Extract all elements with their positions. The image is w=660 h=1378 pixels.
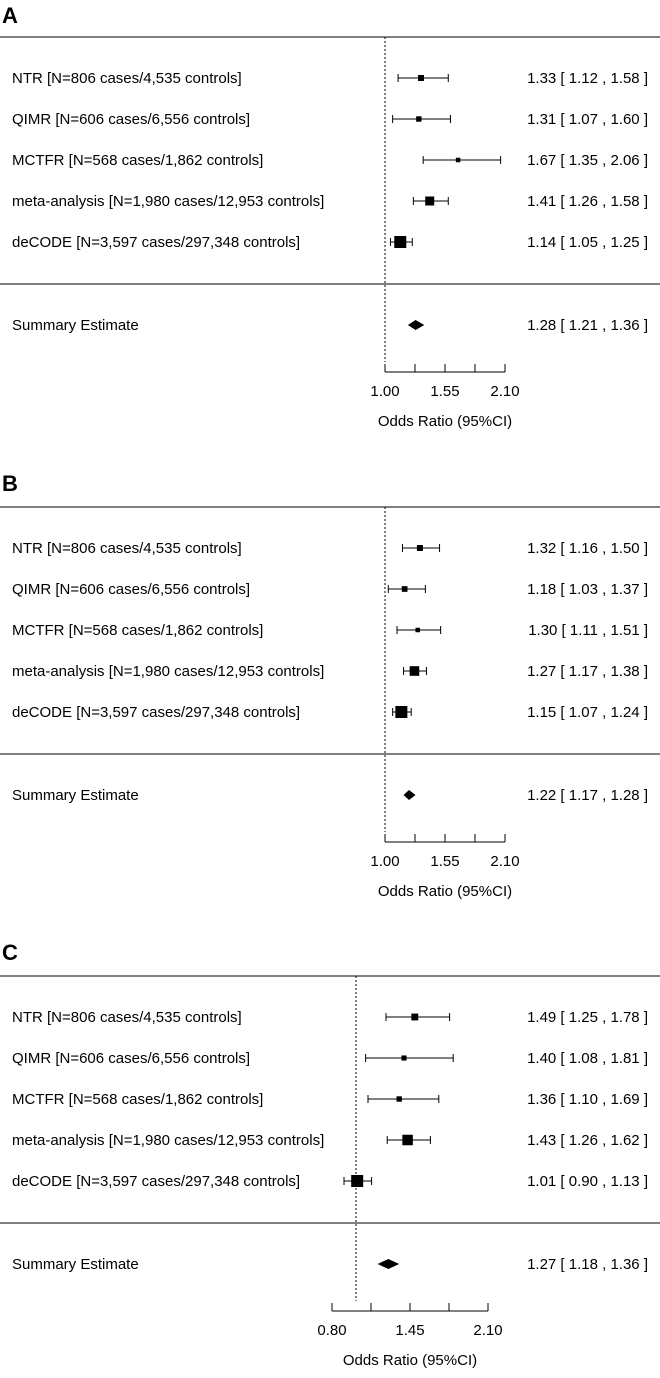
summary-ci-text: 1.28 [ 1.21 , 1.36 ] [527,317,648,334]
study-ci-text: 1.33 [ 1.12 , 1.58 ] [527,70,648,87]
study-label: deCODE [N=3,597 cases/297,348 controls] [12,1173,301,1190]
study-label: QIMR [N=606 cases/6,556 controls] [12,581,251,598]
study-label: MCTFR [N=568 cases/1,862 controls] [12,1091,264,1108]
study-label: meta-analysis [N=1,980 cases/12,953 controls] [12,663,325,680]
study-ci-text: 1.49 [ 1.25 , 1.78 ] [527,1009,648,1026]
study-label: NTR [N=806 cases/4,535 controls] [12,70,242,87]
study-ci-text: 1.32 [ 1.16 , 1.50 ] [527,540,648,557]
panel-letter-c: C [2,940,18,965]
point-estimate-square [397,1096,402,1101]
summary-ci-text: 1.27 [ 1.18 , 1.36 ] [527,1256,648,1273]
x-tick-label: 1.00 [370,383,400,400]
point-estimate-square [401,1055,406,1060]
study-label: QIMR [N=606 cases/6,556 controls] [12,1050,251,1067]
study-label: deCODE [N=3,597 cases/297,348 controls] [12,234,301,251]
x-tick-label: 0.80 [317,1322,347,1339]
x-tick-label: 2.10 [473,1322,503,1339]
study-label: MCTFR [N=568 cases/1,862 controls] [12,622,264,639]
study-ci-text: 1.18 [ 1.03 , 1.37 ] [527,581,648,598]
point-estimate-square [418,75,424,81]
summary-diamond [378,1259,400,1269]
point-estimate-square [417,545,423,551]
point-estimate-square [456,158,461,163]
summary-label: Summary Estimate [12,1256,139,1273]
study-label: meta-analysis [N=1,980 cases/12,953 controls] [12,193,325,210]
x-tick-label: 1.55 [430,853,460,870]
point-estimate-square [394,236,406,248]
study-ci-text: 1.14 [ 1.05 , 1.25 ] [527,234,648,251]
x-tick-label: 1.55 [430,383,460,400]
x-tick-label: 1.45 [395,1322,425,1339]
panel-a [0,37,660,430]
point-estimate-square [415,628,420,633]
study-ci-text: 1.40 [ 1.08 , 1.81 ] [527,1050,648,1067]
panel-letter-a: A [2,3,18,28]
x-axis-title: Odds Ratio (95%CI) [342,1352,478,1369]
study-ci-text: 1.01 [ 0.90 , 1.13 ] [527,1173,648,1190]
point-estimate-square [402,586,408,592]
study-label: deCODE [N=3,597 cases/297,348 controls] [12,704,301,721]
summary-label: Summary Estimate [12,787,139,804]
study-label: NTR [N=806 cases/4,535 controls] [12,1009,242,1026]
study-ci-text: 1.27 [ 1.17 , 1.38 ] [527,663,648,680]
study-ci-text: 1.31 [ 1.07 , 1.60 ] [527,111,648,128]
x-axis-title: Odds Ratio (95%CI) [377,413,513,430]
point-estimate-square [395,706,407,718]
study-ci-text: 1.30 [ 1.11 , 1.51 ] [528,622,648,639]
study-label: NTR [N=806 cases/4,535 controls] [12,540,242,557]
point-estimate-square [402,1135,413,1146]
point-estimate-square [351,1175,363,1187]
point-estimate-square [425,197,434,206]
point-estimate-square [416,116,421,121]
summary-ci-text: 1.22 [ 1.17 , 1.28 ] [527,787,648,804]
study-label: MCTFR [N=568 cases/1,862 controls] [12,152,264,169]
point-estimate-square [411,1014,418,1021]
x-tick-label: 1.00 [370,853,400,870]
study-ci-text: 1.15 [ 1.07 , 1.24 ] [527,704,648,721]
study-ci-text: 1.67 [ 1.35 , 2.06 ] [527,152,648,169]
study-ci-text: 1.43 [ 1.26 , 1.62 ] [527,1132,648,1149]
summary-diamond [408,320,424,330]
panel-b [0,507,660,900]
study-label: meta-analysis [N=1,980 cases/12,953 controls] [12,1132,325,1149]
study-ci-text: 1.36 [ 1.10 , 1.69 ] [527,1091,648,1108]
summary-diamond [404,790,416,800]
point-estimate-square [410,666,420,676]
study-label: QIMR [N=606 cases/6,556 controls] [12,111,251,128]
panel-c [0,976,660,1369]
summary-label: Summary Estimate [12,317,139,334]
study-ci-text: 1.41 [ 1.26 , 1.58 ] [527,193,648,210]
panel-letter-b: B [2,471,18,496]
x-tick-label: 2.10 [490,383,520,400]
x-tick-label: 2.10 [490,853,520,870]
x-axis-title: Odds Ratio (95%CI) [377,883,513,900]
